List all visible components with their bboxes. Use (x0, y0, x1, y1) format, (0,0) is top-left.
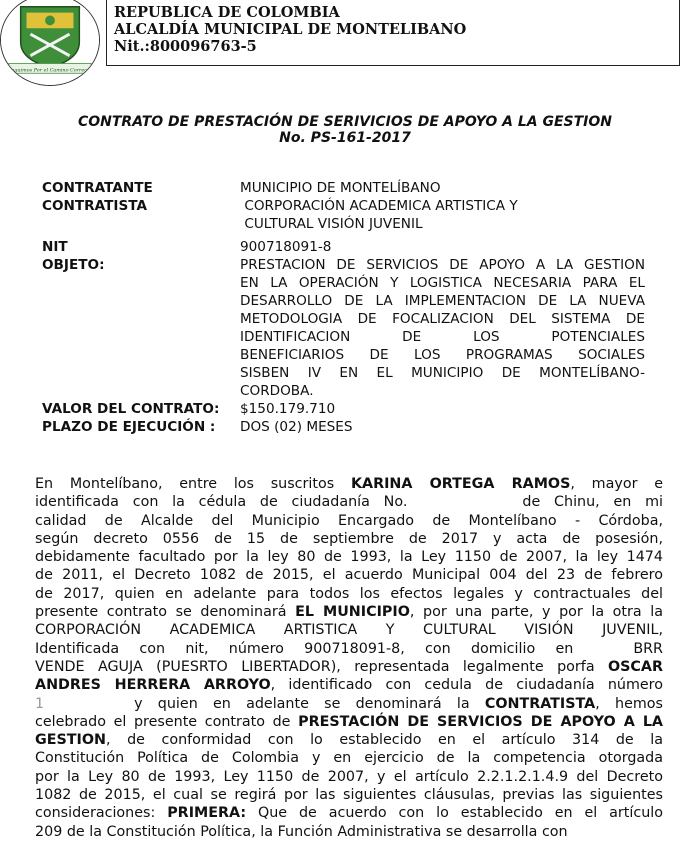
party-name: CONTRATISTA (484, 695, 596, 712)
contratista-value-line: CORPORACIÓN ACADEMICA ARTISTICA Y (240, 198, 518, 214)
valor-row (42, 400, 654, 418)
party-name: OSCAR (607, 658, 663, 675)
shield-emblem-icon (1, 0, 99, 85)
objeto-line: EN LA OPERACIÓN Y LOGISTICA NECESARIA PARA EL (240, 275, 645, 291)
contratante-label: CONTRATANTE (42, 180, 153, 196)
body-line (35, 603, 663, 621)
objeto-line: CORDOBA. (240, 383, 314, 399)
body-text: Identificada con nit, número 900718091-8, con domicilio en (35, 640, 574, 657)
clause-heading: PRIMERA: (167, 805, 247, 822)
objeto-line: BENEFICIARIOS DE LOS PROGRAMAS SOCIALES (240, 347, 645, 363)
body-text: Que de acuerdo con lo establecido en el artículo (246, 805, 663, 822)
contratista-row (42, 197, 654, 233)
party-name: EL MUNICIPIO (295, 604, 410, 621)
logo-motto: Seguimos Por el Camino Correcto (8, 67, 92, 74)
body-line (35, 493, 663, 511)
body-text: VENDE AGUJA (PUESRTO LIBERTADOR), representada legalmente porfa (35, 658, 608, 675)
contratante-value: MUNICIPIO DE MONTELÍBANO (240, 180, 441, 196)
body-line (35, 695, 663, 713)
body-line: CORPORACIÓN ACADEMICA ARTISTICA Y CULTURAL VISIÓN JUVENIL, (35, 622, 663, 639)
plazo-value: DOS (02) MESES (240, 419, 353, 435)
body-line: Constitución Política de Colombia y en ejercicio de la competencia otorgada (35, 750, 663, 767)
body-text: , mayor e (570, 476, 663, 492)
body-line (35, 475, 663, 493)
contratista-value-line: CULTURAL VISIÓN JUVENIL (240, 216, 423, 232)
contract-number: No. PS-161-2017 (279, 130, 411, 146)
plazo-label: PLAZO DE EJECUCIÓN : (42, 419, 216, 435)
nit-label: NIT (42, 239, 68, 255)
header-municipality: ALCALDÍA MUNICIPAL DE MONTELIBANO (114, 21, 467, 38)
body-line: debidamente facultado por la ley 80 de 1993, la Ley 1150 de 2007, la ley 1474 (35, 549, 663, 566)
objeto-label: OBJETO: (42, 257, 105, 273)
body-text: , identificado con cedula de ciudadanía número (270, 677, 663, 694)
contract-summary (42, 179, 654, 436)
objeto-line: DESARROLLO DE LA IMPLEMENTACION DE LA NUEVA (240, 293, 645, 309)
body-text: celebrado el presente contrato de (35, 713, 299, 730)
body-text: presente contrato se denominará (35, 604, 296, 621)
objeto-line: SISBEN IV EN EL MUNICIPIO DE MONTELÍBANO- (240, 365, 645, 381)
valor-label: VALOR DEL CONTRATO: (42, 401, 220, 417)
contract-type: GESTION (35, 732, 106, 749)
objeto-value (240, 256, 645, 400)
body-line: 209 de la Constitución Política, la Función Administrativa se desarrolla con (35, 823, 568, 840)
objeto-line: IDENTIFICACION DE LOS POTENCIALES (240, 329, 645, 345)
body-line: de 2017, quien en adelante para todos los efectos legales y contractuales del (35, 585, 663, 602)
body-text: , de conformidad con lo establecido en el artículo 314 de la (106, 732, 663, 749)
objeto-line: PRESTACION DE SERVICIOS DE APOYO A LA GESTION (240, 257, 645, 273)
body-text: consideraciones: (35, 805, 168, 822)
nit-value: 900718091-8 (240, 239, 332, 255)
body-text: , hemos (595, 695, 663, 712)
body-line (35, 713, 663, 731)
body-line: según decreto 0556 de 15 de septiembre de 2017 y acta de posesión, (35, 530, 663, 547)
header-country: REPUBLICA DE COLOMBIA (114, 4, 340, 21)
body-line (35, 731, 663, 749)
objeto-line: METODOLOGIA DE FOCALIZACION DEL SISTEMA DE (240, 311, 645, 327)
redacted-id-fragment: 1 (35, 695, 45, 712)
party-name: KARINA ORTEGA RAMOS (350, 476, 571, 492)
body-text: de Chinu, en mi (522, 494, 663, 511)
body-line: por la Ley 80 de 1993, Ley 1150 de 2007, y el artículo 2.2.1.2.1.4.9 del Decreto (35, 768, 663, 785)
body-line: calidad de Alcalde del Municipio Encargado de Montelíbano - Córdoba, (35, 512, 663, 529)
contratante-row (42, 179, 654, 197)
body-text: , por una parte, y por la otra la (409, 604, 663, 621)
body-line (35, 658, 663, 676)
body-text: y quien en adelante se denominará la (134, 695, 485, 712)
body-line (35, 640, 663, 658)
party-name: ANDRES HERRERA ARROYO (35, 677, 271, 694)
body-text: En Montelíbano, entre los suscritos (35, 476, 351, 492)
header-nit: Nit.:800096763-5 (114, 38, 257, 55)
objeto-row (42, 256, 654, 400)
body-line (35, 804, 663, 822)
contratista-label: CONTRATISTA (42, 198, 147, 214)
plazo-row (42, 418, 654, 436)
contract-body (35, 475, 663, 841)
body-line (35, 676, 663, 694)
contract-title: CONTRATO DE PRESTACIÓN DE SERIVICIOS DE APOYO A LA GESTION (77, 114, 613, 130)
body-text: BRR (633, 640, 663, 657)
contract-type: PRESTACIÓN DE SERVICIOS DE APOYO A LA (298, 713, 663, 730)
body-line: de 2011, el Decreto 1082 de 2015, el acuerdo Municipal 004 del 23 de febrero (35, 567, 663, 584)
letterhead-text (114, 4, 466, 55)
nit-row (42, 238, 654, 256)
body-text: identificada con la cédula de ciudadanía No. (35, 494, 408, 511)
municipal-logo (0, 0, 100, 86)
valor-value: $150.179.710 (240, 401, 336, 417)
body-line: 1082 de 2015, el cual se regirá por las siguientes cláusulas, previas las siguientes (35, 787, 663, 804)
